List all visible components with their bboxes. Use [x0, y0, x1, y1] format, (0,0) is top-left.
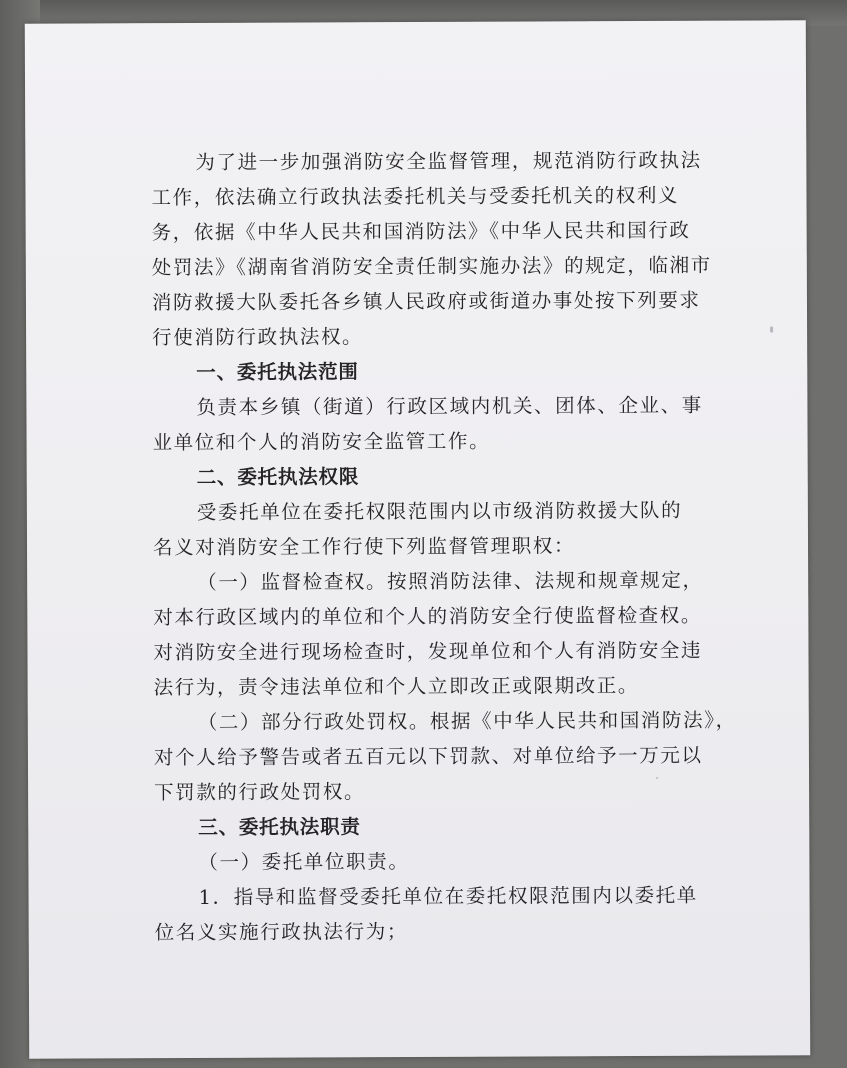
section3-item1-line: 1．指导和监督受委托单位在委托权限范围内以委托单 — [198, 883, 698, 909]
section2-item1-line: 对消防安全进行现场检查时，发现单位和个人有消防安全违 — [153, 638, 703, 665]
section2-item1-line: 对本行政区域内的单位和个人的消防安全行使监督检查权。 — [153, 603, 702, 630]
intro-line: 处罚法》《湖南省消防安全责任制实施办法》的规定，临湘市 — [151, 253, 712, 280]
paper-speck — [656, 777, 658, 779]
section-heading-3: 三、委托执法职责 — [198, 815, 361, 839]
section2-line: 名义对消防安全工作行使下列监督管理职权： — [152, 534, 576, 560]
document-body — [151, 143, 737, 950]
section2-item1-line: （一）监督检查权。按照消防法律、法规和规章规定， — [197, 568, 704, 594]
intro-line: 工作，依法确立行政执法委托机关与受委托机关的权利义 — [151, 183, 680, 210]
section2-item2-line: 对个人给予警告或者五百元以下罚款、对单位给予一万元以 — [153, 743, 703, 770]
section-heading-2: 二、委托执法权限 — [196, 465, 360, 489]
intro-line: 消防救援大队委托各乡镇人民政府或街道办事处按下列要求 — [151, 288, 701, 315]
section3-subheading: （一）委托单位职责。 — [198, 850, 410, 874]
section-heading-1: 一、委托执法范围 — [196, 360, 359, 384]
section1-line: 业单位和个人的消防安全监管工作。 — [152, 429, 491, 455]
section2-item2-line: （二）部分行政处罚权。根据《中华人民共和国消防法》， — [197, 708, 737, 734]
intro-line: 为了进一步加强消防安全监督管理，规范消防行政执法 — [195, 148, 702, 174]
document-page — [25, 20, 811, 1058]
paper-speck — [770, 326, 773, 332]
section2-line: 受委托单位在委托权限范围内以市级消防救援大队的 — [196, 498, 683, 524]
section2-item2-line: 下罚款的行政处罚权。 — [154, 780, 366, 805]
intro-line: 行使消防行政执法权。 — [152, 325, 364, 350]
section1-line: 负责本乡镇（街道）行政区域内机关、团体、企业、事 — [196, 393, 703, 419]
section2-item1-line: 法行为，责令违法单位和个人立即改正或限期改正。 — [153, 674, 640, 700]
section3-item1-line: 位名义实施行政执法行为； — [154, 920, 408, 945]
intro-line: 务，依据《中华人民共和国消防法》《中华人民共和国行政 — [151, 218, 691, 245]
